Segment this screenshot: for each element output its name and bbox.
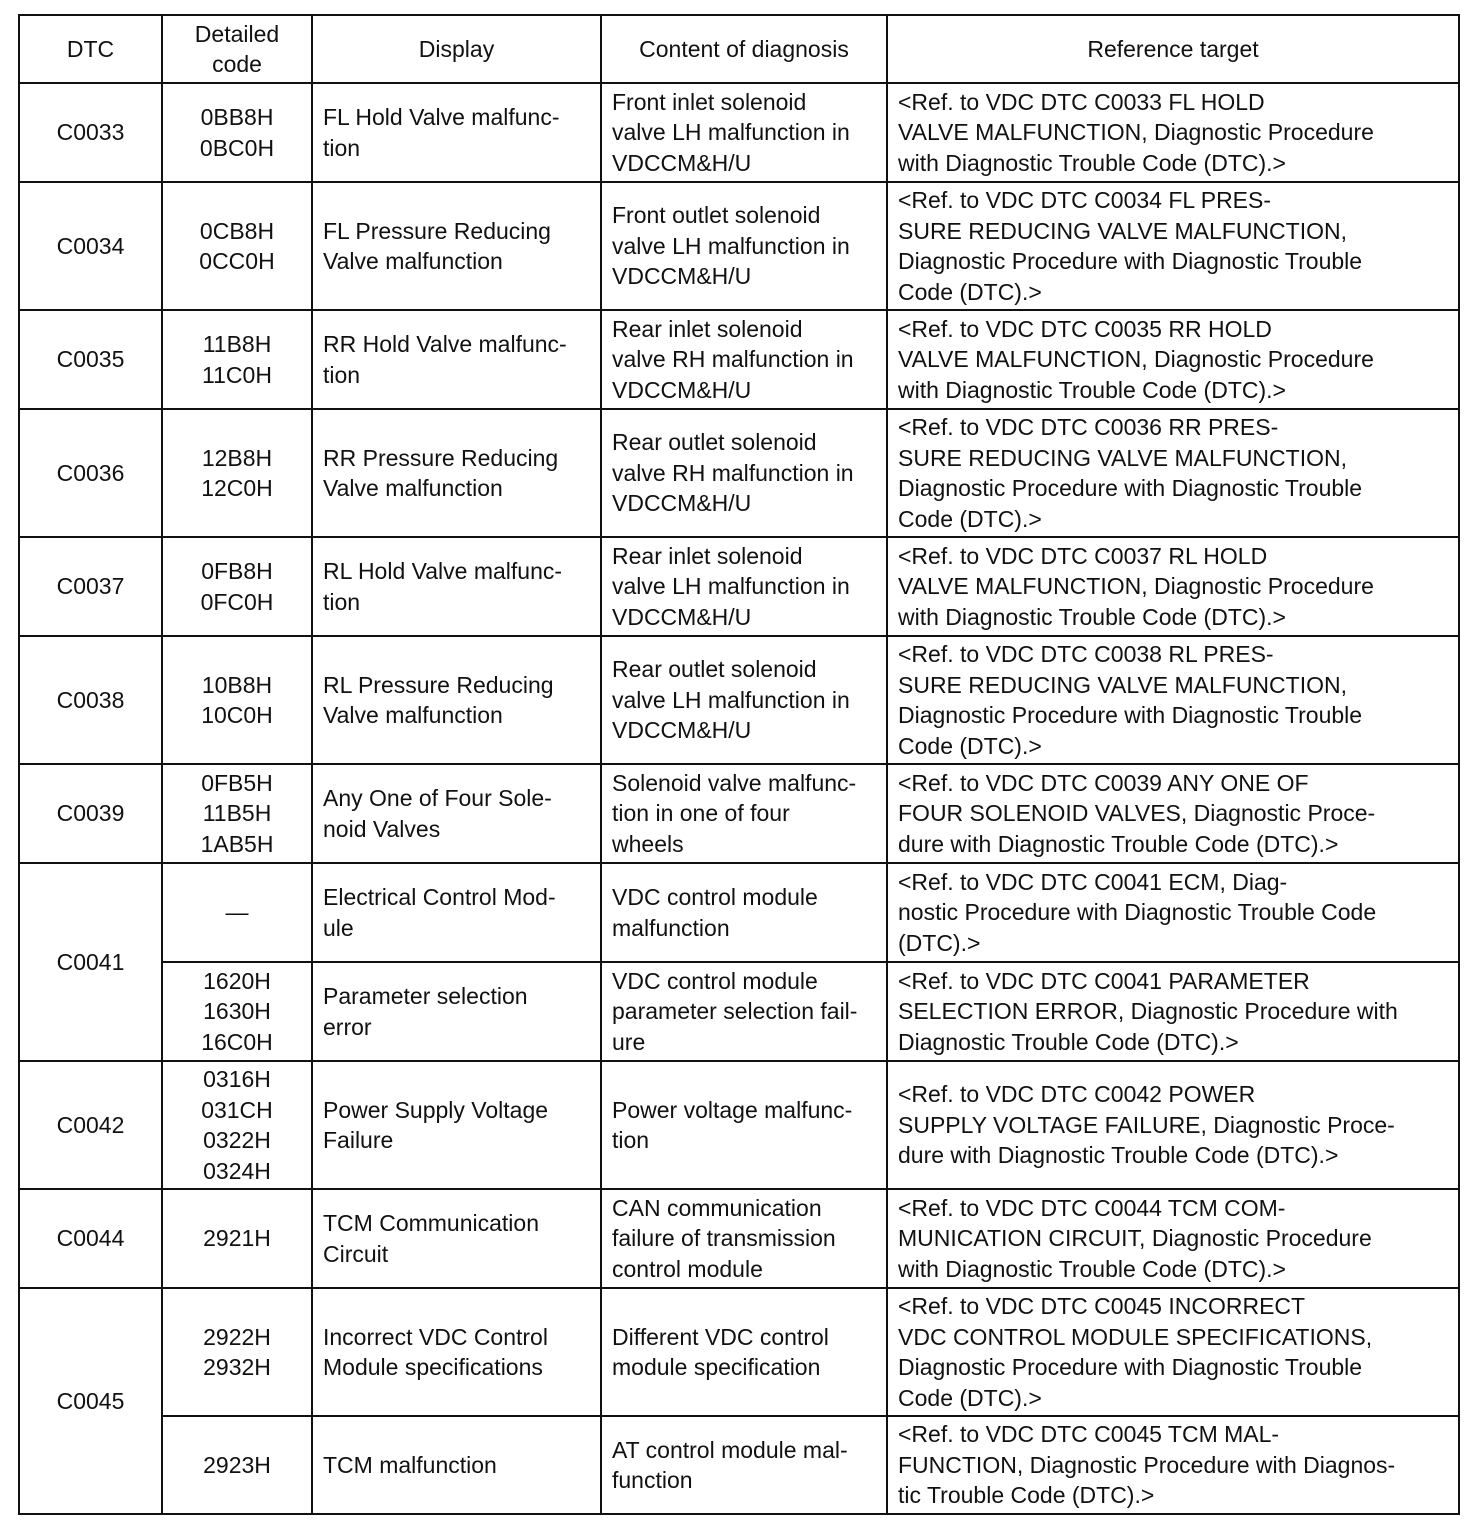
reference-cell: <Ref. to VDC DTC C0038 RL PRES- SURE REDUCING VALVE MALFUNCTION, Diagnostic Procedure with Diagnostic Trouble Code (DTC).>	[887, 636, 1459, 764]
header-reference: Reference target	[887, 15, 1459, 83]
display-cell: Parameter selection error	[312, 962, 601, 1061]
display-cell: RR Hold Valve malfunc- tion	[312, 310, 601, 409]
reference-cell: <Ref. to VDC DTC C0041 ECM, Diag- nostic Procedure with Diagnostic Trouble Code (DTC).>	[887, 863, 1459, 962]
dtc-cell: C0044	[19, 1189, 162, 1288]
detailed-code-cell: —	[162, 863, 312, 962]
dtc-cell: C0045	[19, 1288, 162, 1514]
detailed-code-cell: 0FB5H 11B5H 1AB5H	[162, 764, 312, 863]
table-row	[19, 1189, 1459, 1288]
content-cell: Power voltage malfunc- tion	[601, 1061, 887, 1189]
display-cell: RL Hold Valve malfunc- tion	[312, 537, 601, 636]
dtc-cell: C0039	[19, 764, 162, 863]
table-row	[19, 409, 1459, 537]
reference-cell: <Ref. to VDC DTC C0034 FL PRES- SURE REDUCING VALVE MALFUNCTION, Diagnostic Procedure with Diagnostic Trouble Code (DTC).>	[887, 182, 1459, 310]
table-row	[19, 182, 1459, 310]
dtc-cell: C0041	[19, 863, 162, 1061]
display-cell: Any One of Four Sole- noid Valves	[312, 764, 601, 863]
detailed-code-cell: 0FB8H 0FC0H	[162, 537, 312, 636]
detailed-code-cell: 2923H	[162, 1416, 312, 1514]
detailed-code-cell: 0316H 031CH 0322H 0324H	[162, 1061, 312, 1189]
display-cell: TCM malfunction	[312, 1416, 601, 1514]
reference-cell: <Ref. to VDC DTC C0039 ANY ONE OF FOUR SOLENOID VALVES, Diagnostic Proce- dure with Diagnostic Trouble Code (DTC).>	[887, 764, 1459, 863]
table-body	[19, 83, 1459, 1514]
content-cell: Rear outlet solenoid valve RH malfunction in VDCCM&H/U	[601, 409, 887, 537]
table-row	[19, 962, 1459, 1061]
detailed-code-cell: 0CB8H 0CC0H	[162, 182, 312, 310]
display-cell: Power Supply Voltage Failure	[312, 1061, 601, 1189]
content-cell: AT control module mal- function	[601, 1416, 887, 1514]
reference-cell: <Ref. to VDC DTC C0033 FL HOLD VALVE MALFUNCTION, Diagnostic Procedure with Diagnostic Trouble Code (DTC).>	[887, 83, 1459, 182]
dtc-cell: C0033	[19, 83, 162, 182]
header-row	[19, 15, 1459, 83]
content-cell: Front inlet solenoid valve LH malfunction in VDCCM&H/U	[601, 83, 887, 182]
table-row	[19, 1416, 1459, 1514]
display-cell: RL Pressure Reducing Valve malfunction	[312, 636, 601, 764]
dtc-cell: C0034	[19, 182, 162, 310]
reference-cell: <Ref. to VDC DTC C0044 TCM COM- MUNICATION CIRCUIT, Diagnostic Procedure with Diagnostic Trouble Code (DTC).>	[887, 1189, 1459, 1288]
content-cell: Rear inlet solenoid valve RH malfunction in VDCCM&H/U	[601, 310, 887, 409]
dtc-cell: C0038	[19, 636, 162, 764]
detailed-code-cell: 10B8H 10C0H	[162, 636, 312, 764]
reference-cell: <Ref. to VDC DTC C0045 TCM MAL- FUNCTION, Diagnostic Procedure with Diagnos- tic Trouble Code (DTC).>	[887, 1416, 1459, 1514]
detailed-code-cell: 0BB8H 0BC0H	[162, 83, 312, 182]
detailed-code-cell: 11B8H 11C0H	[162, 310, 312, 409]
table-row	[19, 1288, 1459, 1416]
content-cell: CAN communication failure of transmission control module	[601, 1189, 887, 1288]
content-cell: Front outlet solenoid valve LH malfunction in VDCCM&H/U	[601, 182, 887, 310]
display-cell: FL Hold Valve malfunc- tion	[312, 83, 601, 182]
display-cell: Electrical Control Mod- ule	[312, 863, 601, 962]
display-cell: FL Pressure Reducing Valve malfunction	[312, 182, 601, 310]
table-row	[19, 83, 1459, 182]
detailed-code-cell: 2922H 2932H	[162, 1288, 312, 1416]
content-cell: Rear inlet solenoid valve LH malfunction in VDCCM&H/U	[601, 537, 887, 636]
content-cell: VDC control module parameter selection fail- ure	[601, 962, 887, 1061]
detailed-code-cell: 1620H 1630H 16C0H	[162, 962, 312, 1061]
reference-cell: <Ref. to VDC DTC C0041 PARAMETER SELECTION ERROR, Diagnostic Procedure with Diagnostic Trouble Code (DTC).>	[887, 962, 1459, 1061]
reference-cell: <Ref. to VDC DTC C0045 INCORRECT VDC CONTROL MODULE SPECIFICATIONS, Diagnostic Procedure with Diagnostic Trouble Code (DTC).>	[887, 1288, 1459, 1416]
table-header	[19, 15, 1459, 83]
detailed-code-cell: 12B8H 12C0H	[162, 409, 312, 537]
table-row	[19, 636, 1459, 764]
header-display: Display	[312, 15, 601, 83]
content-cell: Different VDC control module specification	[601, 1288, 887, 1416]
dtc-cell: C0037	[19, 537, 162, 636]
content-cell: Solenoid valve malfunc- tion in one of four wheels	[601, 764, 887, 863]
table-row	[19, 863, 1459, 962]
header-detailed-code: Detailed code	[162, 15, 312, 83]
dtc-table	[18, 14, 1460, 1515]
display-cell: RR Pressure Reducing Valve malfunction	[312, 409, 601, 537]
reference-cell: <Ref. to VDC DTC C0037 RL HOLD VALVE MALFUNCTION, Diagnostic Procedure with Diagnostic Trouble Code (DTC).>	[887, 537, 1459, 636]
dtc-cell: C0035	[19, 310, 162, 409]
content-cell: Rear outlet solenoid valve LH malfunction in VDCCM&H/U	[601, 636, 887, 764]
dtc-cell: C0036	[19, 409, 162, 537]
detailed-code-cell: 2921H	[162, 1189, 312, 1288]
header-content: Content of diagnosis	[601, 15, 887, 83]
header-dtc: DTC	[19, 15, 162, 83]
reference-cell: <Ref. to VDC DTC C0035 RR HOLD VALVE MALFUNCTION, Diagnostic Procedure with Diagnostic Trouble Code (DTC).>	[887, 310, 1459, 409]
table-row	[19, 764, 1459, 863]
table-row	[19, 1061, 1459, 1189]
table-row	[19, 537, 1459, 636]
dtc-cell: C0042	[19, 1061, 162, 1189]
reference-cell: <Ref. to VDC DTC C0036 RR PRES- SURE REDUCING VALVE MALFUNCTION, Diagnostic Procedure with Diagnostic Trouble Code (DTC).>	[887, 409, 1459, 537]
display-cell: Incorrect VDC Control Module specifications	[312, 1288, 601, 1416]
content-cell: VDC control module malfunction	[601, 863, 887, 962]
table-row	[19, 310, 1459, 409]
reference-cell: <Ref. to VDC DTC C0042 POWER SUPPLY VOLTAGE FAILURE, Diagnostic Proce- dure with Diagnostic Trouble Code (DTC).>	[887, 1061, 1459, 1189]
display-cell: TCM Communication Circuit	[312, 1189, 601, 1288]
